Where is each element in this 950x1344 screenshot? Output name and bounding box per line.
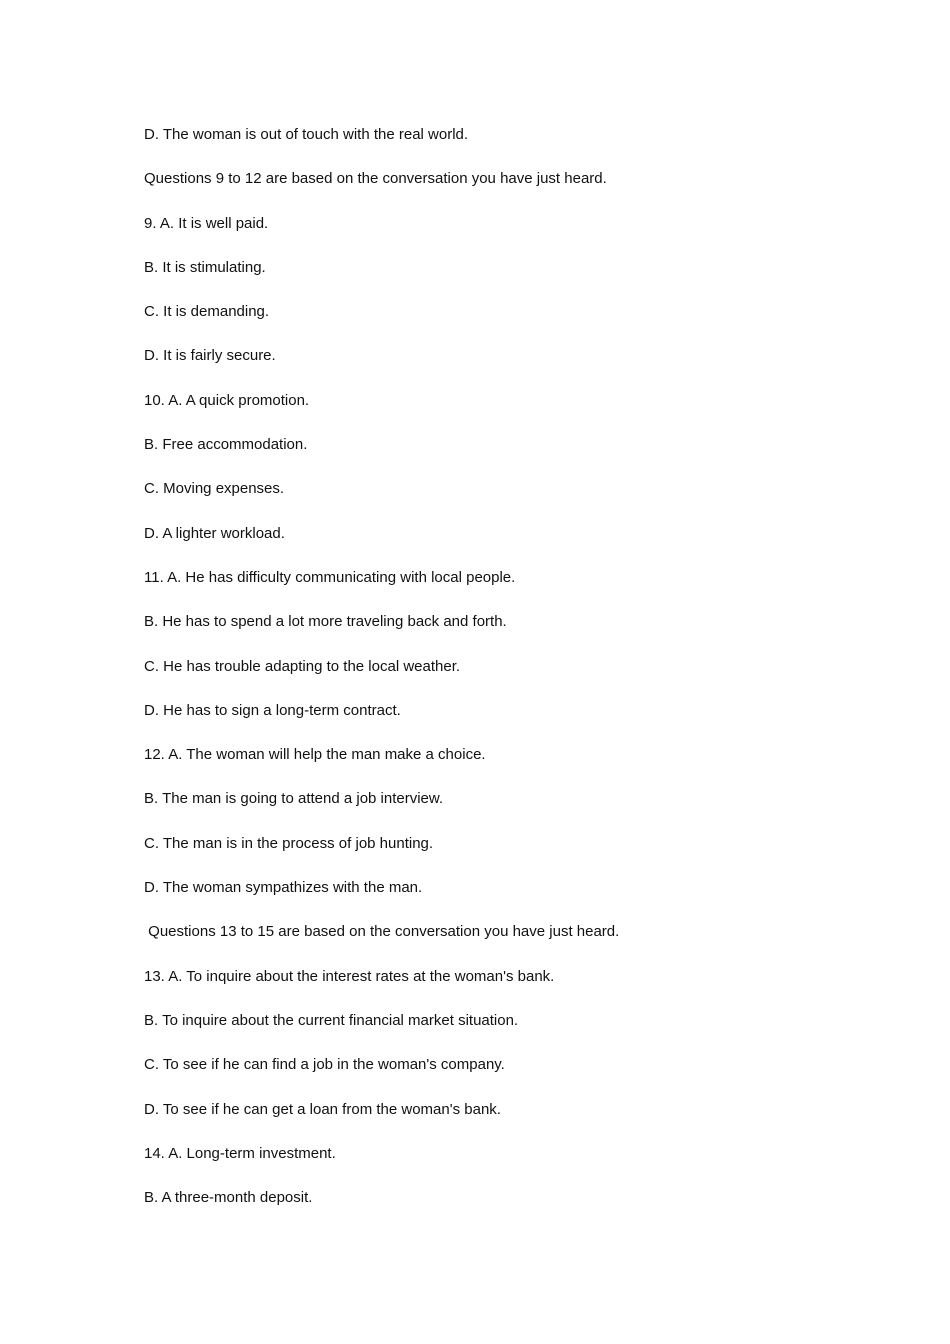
section-heading: Questions 9 to 12 are based on the conversation you have just heard. [144,170,607,188]
option-line: B. It is stimulating. [144,258,266,276]
option-line: B. To inquire about the current financial market situation. [144,1011,519,1029]
option-line: D. The woman sympathizes with the man. [144,879,423,897]
question-line: 12. A. The woman will help the man make a choice. [144,746,486,764]
option-line: B. The man is going to attend a job interview. [144,790,444,808]
option-line: C. He has trouble adapting to the local weather. [144,657,461,675]
section-heading: Questions 13 to 15 are based on the conversation you have just heard. [144,923,620,941]
option-line: C. Moving expenses. [144,480,285,498]
option-line: D. The woman is out of touch with the real world. [144,126,469,143]
option-line: B. He has to spend a lot more traveling back and forth. [144,613,507,631]
question-line: 10. A. A quick promotion. [144,391,310,409]
question-line: 9. A. It is well paid. [144,214,269,232]
option-line: B. A three-month deposit. [144,1189,313,1207]
option-line: D. To see if he can get a loan from the woman's bank. [144,1100,501,1118]
option-line: D. He has to sign a long-term contract. [144,701,401,719]
option-line: C. It is demanding. [144,303,270,321]
option-line: B. Free accommodation. [144,436,308,454]
option-line: C. The man is in the process of job hunting. [144,834,434,852]
question-line: 14. A. Long-term investment. [144,1144,336,1162]
option-line: D. It is fairly secure. [144,347,276,365]
option-line: D. A lighter workload. [144,524,285,542]
question-line: 13. A. To inquire about the interest rates at the woman's bank. [144,967,555,985]
option-line: C. To see if he can find a job in the woman's company. [144,1056,505,1074]
question-line: 11. A. He has difficulty communicating with local people. [144,568,516,586]
document-body [144,125,844,1232]
